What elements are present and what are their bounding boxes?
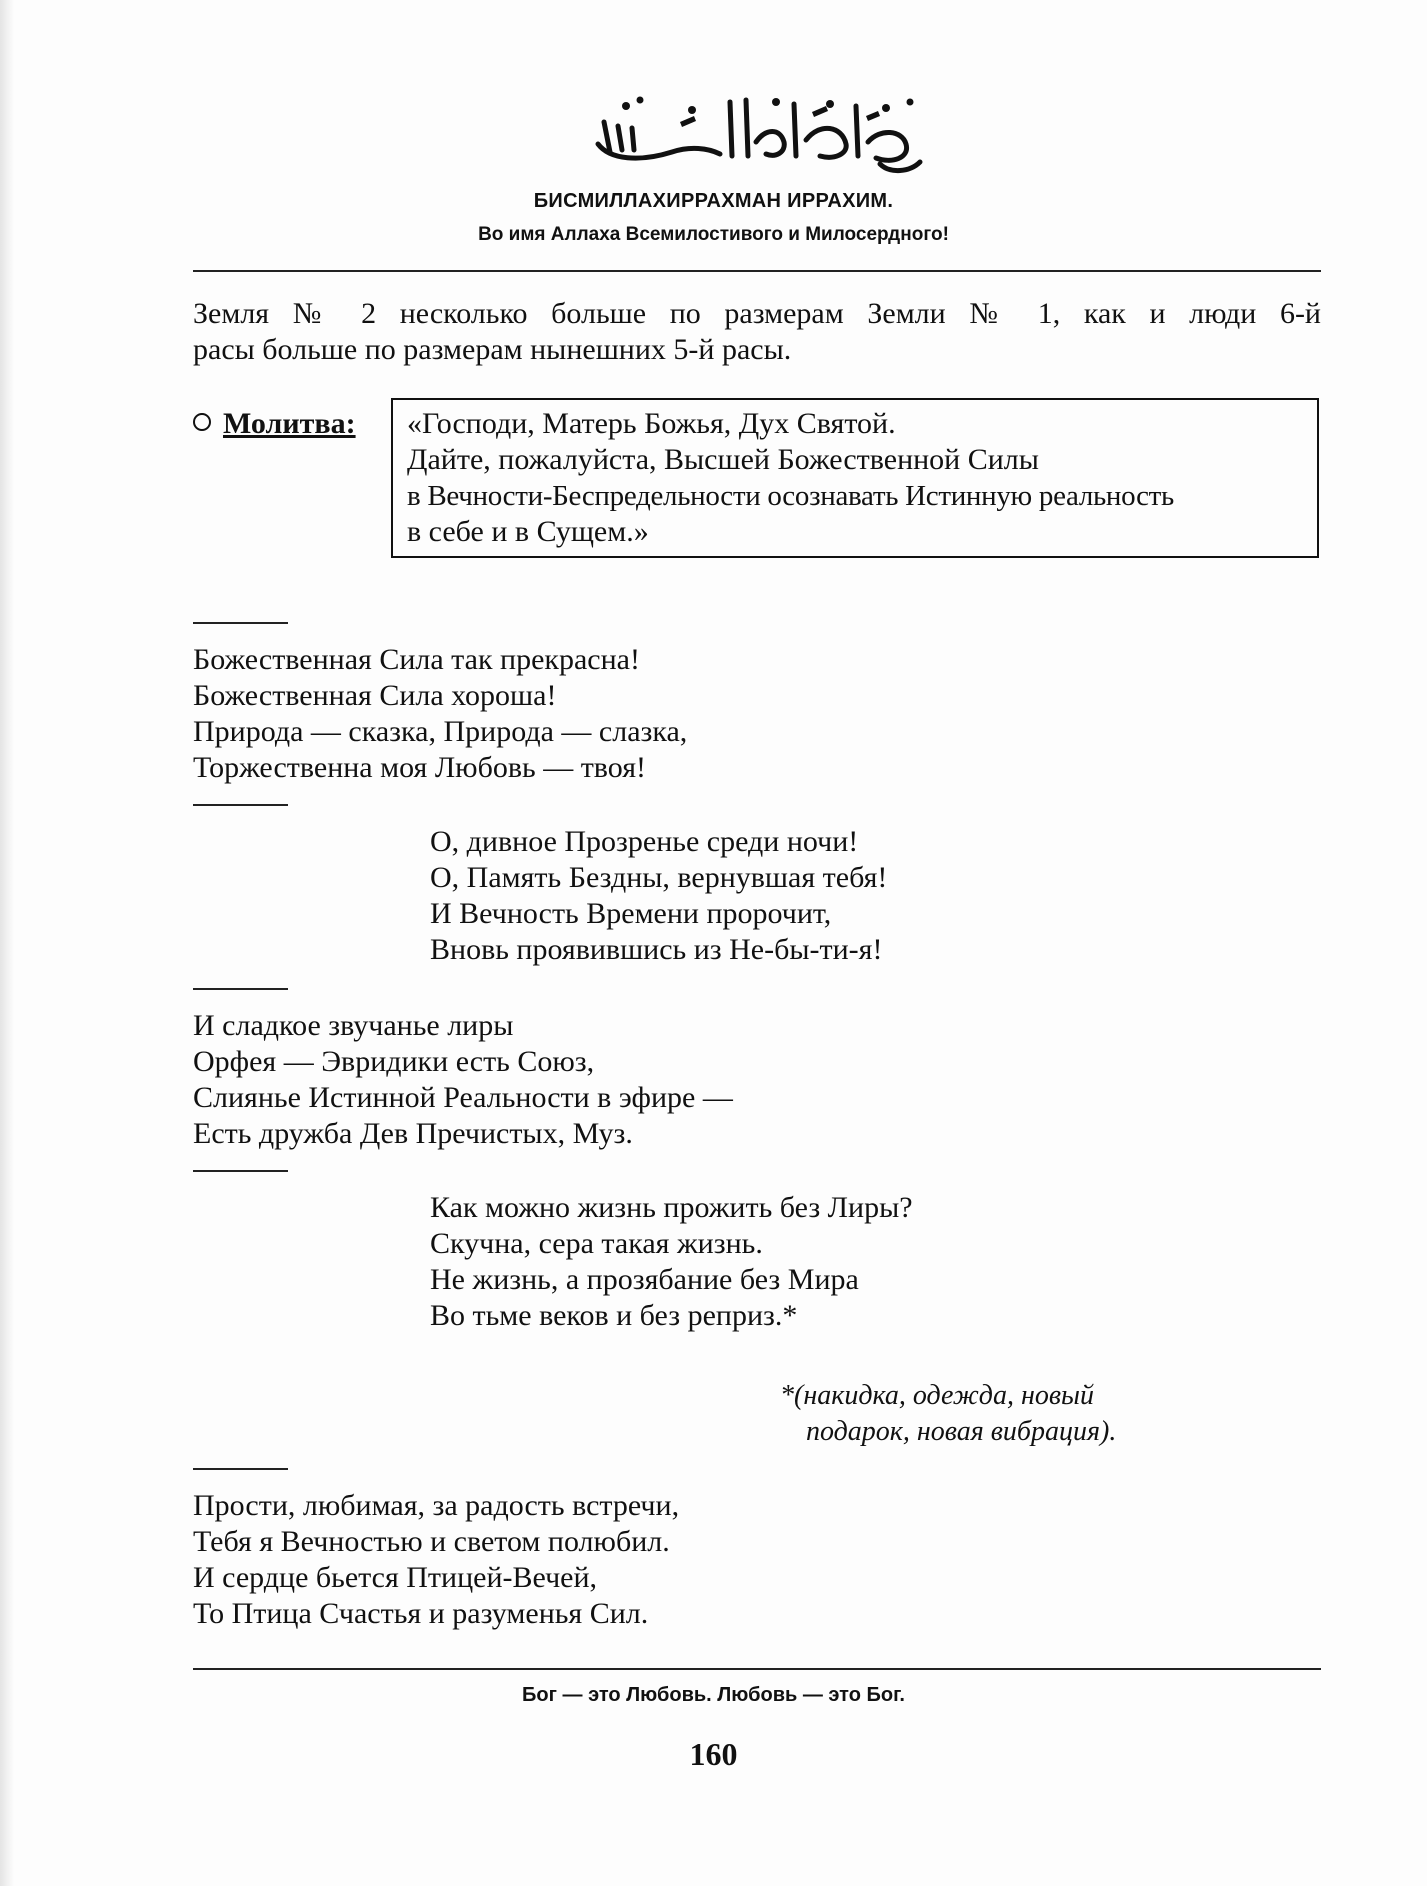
footnote-line: подарок, новая вибрация). (806, 1416, 1117, 1447)
intro-line: Земля № 2 несколько больше по размерам Земли № 1, как и люди 6-й (193, 297, 1321, 330)
poem-stanza (193, 642, 687, 786)
circle-bullet-icon (193, 413, 211, 431)
intro-line: расы больше по размерам нынешних 5-й расы. (193, 333, 792, 366)
poem-line: Орфея — Эвридики есть Союз, (193, 1045, 595, 1078)
poem-line: И сладкое звучанье лиры (193, 1009, 514, 1042)
footnote (780, 1378, 1116, 1450)
poem-line: Природа — сказка, Природа — слазка, (193, 715, 688, 748)
poem-line: Скучна, сера такая жизнь. (430, 1227, 763, 1260)
stanza-divider (193, 1468, 288, 1470)
prayer-line: в себе и в Сущем.» (407, 515, 649, 548)
poem-stanza (193, 1008, 733, 1152)
stanza-divider (193, 804, 288, 806)
poem-line: Во тьме веков и без реприз.* (430, 1299, 798, 1332)
poem-line: Слиянье Истинной Реальности в эфире — (193, 1081, 733, 1114)
poem-stanza (430, 824, 887, 968)
poem-line: Божественная Сила хороша! (193, 679, 557, 712)
poem-line: О, Память Бездны, вернувшая тебя! (430, 861, 888, 894)
footnote-line: *(накидка, одежда, новый (780, 1380, 1094, 1411)
header-title: БИСМИЛЛАХИРРАХМАН ИРРАХИМ. (533, 190, 894, 212)
poem-line: Божественная Сила так прекрасна! (193, 643, 640, 676)
stanza-divider (193, 1170, 288, 1172)
prayer-line: в Вечности-Беспредельности осознавать Истинную реальность (407, 480, 1174, 512)
footer-divider (193, 1668, 1321, 1670)
prayer-line: Дайте, пожалуйста, Высшей Божественной Силы (407, 443, 1039, 476)
poem-line: Как можно жизнь прожить без Лиры? (430, 1191, 913, 1224)
intro-paragraph (193, 296, 1321, 368)
poem-line: Не жизнь, а прозябание без Мира (430, 1263, 859, 1296)
header-subtitle: Во имя Аллаха Всемилостивого и Милосердного! (478, 224, 949, 245)
poem-stanza (193, 1488, 679, 1632)
poem-line: Прости, любимая, за радость встречи, (193, 1489, 680, 1522)
prayer-box (391, 398, 1319, 558)
poem-line: О, дивное Прозренье среди ночи! (430, 825, 859, 858)
prayer-label-row (193, 406, 356, 442)
poem-line: И Вечность Времени пророчит, (430, 897, 832, 930)
stanza-divider (193, 988, 288, 990)
header-divider (193, 270, 1321, 272)
poem-line: То Птица Счастья и разуменья Сил. (193, 1597, 649, 1630)
page-number: 160 (689, 1736, 738, 1772)
footer-motto: Бог — это Любовь. Любовь — это Бог. (522, 1684, 905, 1706)
poem-line: Вновь проявившись из Не-бы-ти-я! (430, 933, 883, 966)
prayer-line: «Господи, Матерь Божья, Дух Святой. (407, 407, 896, 440)
basmala-calligraphy (580, 82, 930, 180)
poem-line: Торжественна моя Любовь — твоя! (193, 751, 646, 784)
stanza-divider (193, 622, 288, 624)
poem-line: И сердце бьется Птицей-Вечей, (193, 1561, 598, 1594)
poem-line: Тебя я Вечностью и светом полюбил. (193, 1525, 670, 1558)
prayer-label: Молитва: (223, 407, 356, 440)
scan-edge-shadow (0, 0, 14, 1886)
poem-stanza (430, 1190, 913, 1334)
poem-line: Есть дружба Дев Пречистых, Муз. (193, 1117, 633, 1150)
